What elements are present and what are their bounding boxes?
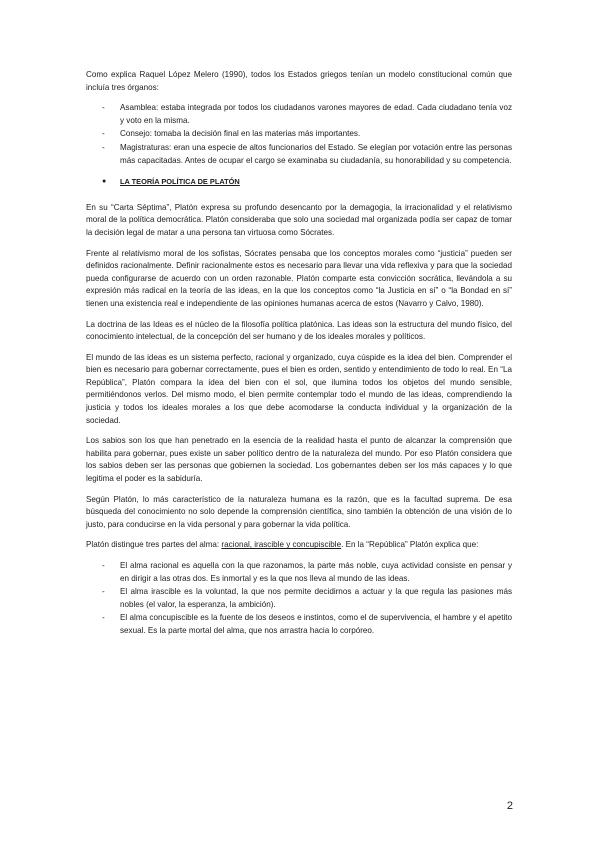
dash-marker: - [102,142,105,152]
bullet-icon: ● [102,178,107,186]
body-paragraph: Los sabios son los que han penetrado en la esencia de la realidad hasta el punto de alcanzar la comprensión que habilita para gobernar, pues existe un saber político dentro de la naturaleza del mundo. Por eso Platón considera que los sabios deben ser las personas que gobiernen la sociedad. Los gobernantes deben ser los más capaces y lo que legitima el poder es la sabiduría. [86,436,512,484]
dash-marker: - [102,587,105,597]
list-item-text: El alma racional es aquella con la que razonamos, la parte más noble, cuya actividad consiste en pensar y en dirigir a las otras dos. Es inmortal y es la que nos lleva al mundo de las ideas. [120,561,512,583]
body-paragraph: El mundo de las ideas es un sistema perfecto, racional y organizado, cuya cúspide es la idea del bien. Comprender el bien es necesario para gobernar correctamente, pues el bien es orden, sentido y entendimiento de todo lo real. En “La República”, Platón compara la idea del bien con el sol, que ilumina todos los objetos del mundo sensible, permitiéndonos verlos. Del mismo modo, el bien permite contemplar todo el mundo de las ideas, comprendiendo la justicia y todos los ideales morales a los que debe acomodarse la conducta individual y la organización de la sociedad. [86,352,512,425]
section-heading [86,176,512,189]
section-title: LA TEORÍA POLÍTICA DE PLATÓN [120,177,240,187]
dash-marker: - [102,613,105,623]
list-item [86,560,512,585]
alma-suffix: . En la “República” Platón explica que: [341,540,479,550]
list-item-text: Magistraturas: eran una especie de altos funcionarios del Estado. Se elegían por votación entre las personas más capacitadas. Antes de ocupar el cargo se examinaba su ciudadanía, su honorabilidad y su competencia. [120,142,512,165]
list-item [86,102,512,127]
body-paragraph: Según Platón, lo más característico de la naturaleza humana es la razón, que es la facultad suprema. De esa búsqueda del conocimiento no solo depende la comprensión científica, sino también la obtención de una visión de lo justo, para conducirse en la vida personal y para gobernar la vida política. [86,494,512,529]
alma-paragraph [86,539,512,552]
list-item-text: Consejo: tomaba la decisión final en las materias más importantes. [120,129,361,139]
body-paragraph: La doctrina de las Ideas es el núcleo de la filosofía política platónica. Las ideas son la estructura del mundo físico, del conocimiento intelectual, de la concepción del ser humano y de los ideales morales y políticos. [86,319,512,342]
list-item-text: El alma concupiscible es la fuente de los deseos e instintos, como el de supervivencia, el hambre y el apetito sexual. Es la parte mortal del alma, que nos arrastra hacia lo corpóreo. [120,613,512,635]
dash-marker: - [102,561,105,570]
list-item [86,142,512,167]
dash-marker: - [102,129,105,139]
list-item-text: El alma irascible es la voluntad, la que nos permite decidirnos a actuar y la que regula las pasiones más nobles (el valor, la esperanza, la ambición). [120,587,512,609]
organos-list [86,102,512,167]
dash-marker: - [102,103,105,113]
page-number: 2 [506,800,513,812]
list-item-text: Asamblea: estaba integrada por todos los ciudadanos varones mayores de edad. Cada ciudadano tenía voz y voto en la misma. [120,103,512,125]
list-item [86,128,512,141]
alma-underlined: racional, irascible y concupiscible [221,540,342,550]
alma-list [86,560,512,638]
list-item [86,586,512,611]
intro-paragraph: Como explica Raquel López Melero (1990), todos los Estados griegos tenían un modelo constitucional común que incluía tres órganos: [86,70,512,92]
body-paragraph: En su “Carta Séptima”, Platón expresa su profundo desencanto por la demagogia, la irracionalidad y el relativismo moral de la política democrática. Platón consideraba que solo una sociedad mal organizada podía ser capaz de tomar la decisión legal de matar a una persona tan virtuosa como Sócrates. [86,202,512,237]
body-paragraph: Frente al relativismo moral de los sofistas, Sócrates pensaba que los conceptos morales como “justicia” pueden ser definidos racionalmente. Definir racionalmente estos es necesario para llevar una vida reflexiva y para que la sociedad pueda configurarse de acuerdo con un orden razonable. Platón comparte esta convicción socrática, llevándola a su expresión más radical en la teoría de las ideas, en la que los conceptos como “la Justicia en sí” o “la Bondad en sí” tienen una existencia real e independiente de las opiniones humanas acerca de estos (Navarro y Calvo, 1980). [86,248,512,308]
list-item [86,612,512,637]
alma-prefix: Platón distingue tres partes del alma: [86,540,222,550]
